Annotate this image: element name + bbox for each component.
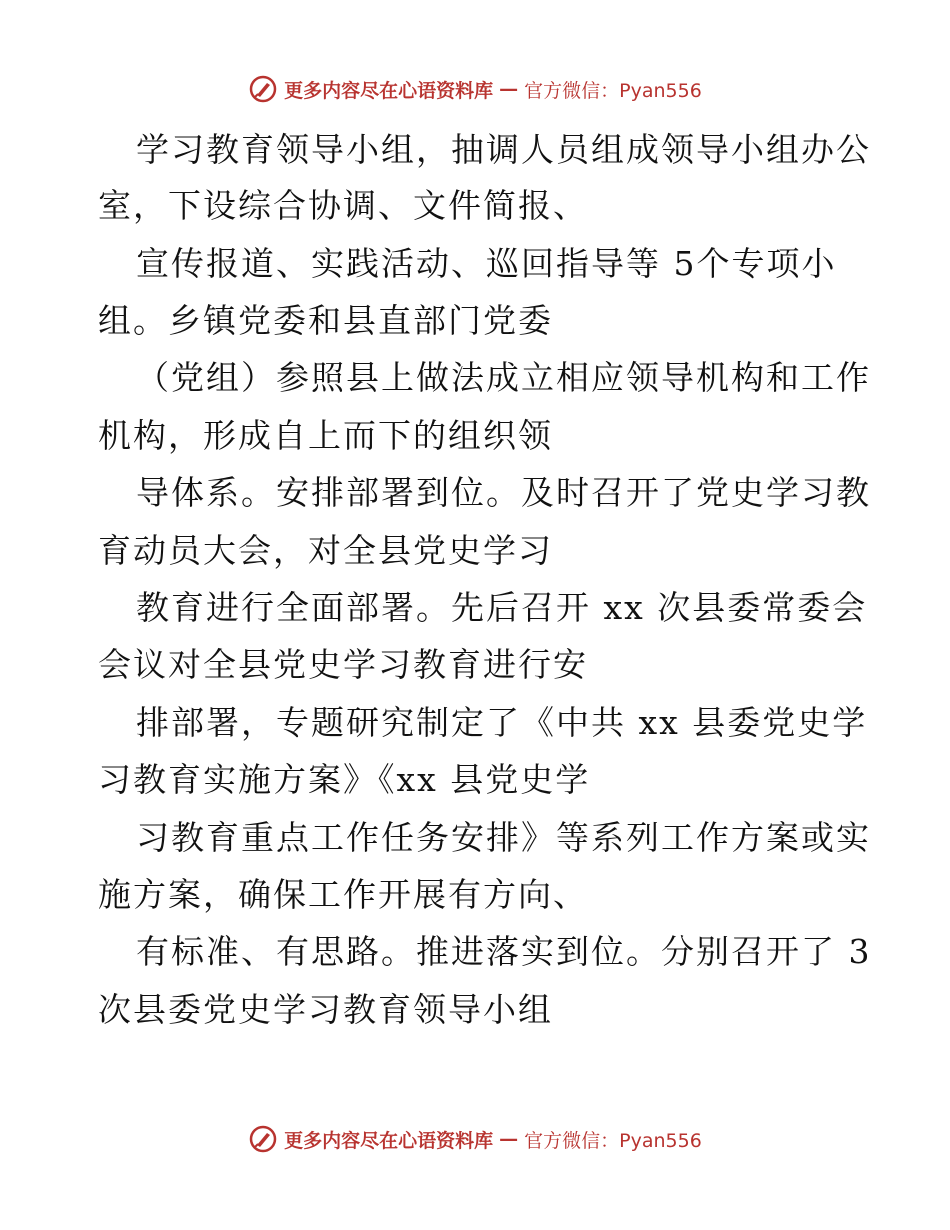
quill-circle-logo-icon xyxy=(248,74,278,104)
body-line: 会议对全县党史学习教育进行安 xyxy=(98,645,588,684)
body-line: 有标准、有思路。推进落实到位。分别召开了 3 xyxy=(136,932,872,971)
header-separator: — xyxy=(499,78,519,100)
body-line: 教育进行全面部署。先后召开 xx 次县委常委会 xyxy=(136,588,868,627)
body-line: 习教育重点工作任务安排》等系列工作方案或实 xyxy=(136,818,871,857)
body-line: （党组）参照县上做法成立相应领导机构和工作 xyxy=(136,358,871,397)
footer-wechat-text: 官方微信：Pyan556 xyxy=(524,1129,702,1152)
body-line: 导体系。安排部署到位。及时召开了党史学习教 xyxy=(136,473,871,512)
footer-separator: — xyxy=(499,1128,519,1150)
body-line: 育动员大会，对全县党史学习 xyxy=(98,531,553,570)
header-site-text: 更多内容尽在心语资料库 xyxy=(284,79,494,102)
body-line: 宣传报道、实践活动、巡回指导等 5个专项小 xyxy=(136,244,837,283)
footer-site-text: 更多内容尽在心语资料库 xyxy=(284,1129,494,1152)
footer-watermark xyxy=(0,1124,950,1154)
body-line: 室，下设综合协调、文件简报、 xyxy=(98,186,588,225)
body-line: 习教育实施方案》《xx 县党史学 xyxy=(98,760,591,799)
body-line: 施方案，确保工作开展有方向、 xyxy=(98,875,588,914)
body-line: 组。乡镇党委和县直部门党委 xyxy=(98,301,553,340)
header-watermark xyxy=(0,74,950,104)
header-wechat-text: 官方微信：Pyan556 xyxy=(524,79,702,102)
body-line: 排部署，专题研究制定了《中共 xx 县委党史学 xyxy=(136,703,868,742)
body-line: 次县委党史学习教育领导小组 xyxy=(98,990,553,1029)
quill-circle-logo-icon xyxy=(248,1124,278,1154)
body-line: 学习教育领导小组，抽调人员组成领导小组办公 xyxy=(136,130,871,169)
body-line: 机构，形成自上而下的组织领 xyxy=(98,416,553,455)
